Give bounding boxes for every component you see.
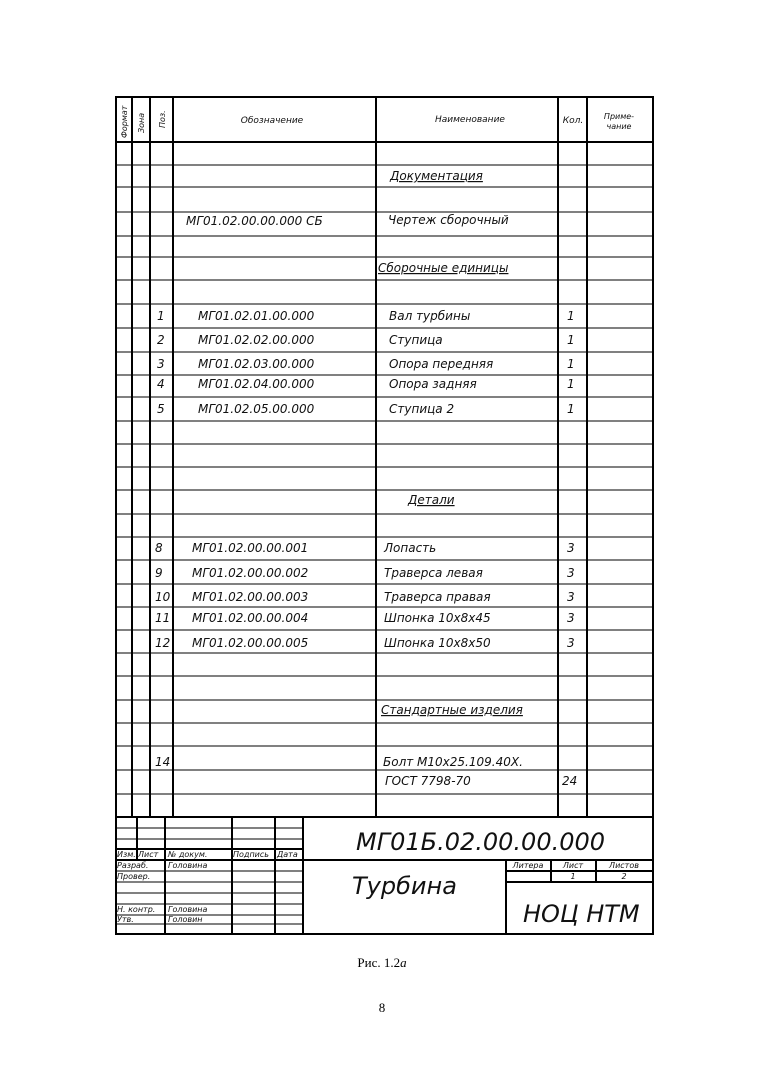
row-designation: МГ01.02.00.00.001 <box>192 541 309 555</box>
section-assemblies: Сборочные единицы <box>378 261 509 275</box>
page-number: 8 <box>378 1000 386 1015</box>
row-name: Лопасть <box>384 541 437 555</box>
col-date: Дата <box>277 850 298 859</box>
nkontr-label: Н. контр. <box>117 905 156 914</box>
doc-designation: МГ01.02.00.00.000 СБ <box>186 214 323 228</box>
row-name: Вал турбины <box>389 309 471 323</box>
nkontr-name: Головина <box>168 905 208 914</box>
row-qty: 1 <box>567 333 575 347</box>
doc-name: Чертеж сборочный <box>388 213 509 227</box>
row-name: Ступица 2 <box>389 402 455 416</box>
drawing-title: Турбина <box>352 872 457 900</box>
caption-suffix: а <box>400 955 407 970</box>
header-designation: Обозначение <box>240 116 304 126</box>
row-designation: МГ01.02.01.00.000 <box>198 309 315 323</box>
detail-rows <box>155 541 575 650</box>
standard-name-line1: Болт М10х25.109.40Х. <box>383 755 523 769</box>
assembly-rows <box>157 309 575 416</box>
sheet-label: Лист <box>562 861 584 870</box>
row-qty: 1 <box>567 377 575 391</box>
row-designation: МГ01.02.03.00.000 <box>198 357 315 371</box>
row-qty: 1 <box>567 357 575 371</box>
col-ndoc: № докум. <box>168 850 208 859</box>
row-name: Шпонка 10х8х45 <box>384 611 491 625</box>
row-name: Ступица <box>389 333 443 347</box>
row-pos: 2 <box>157 333 165 347</box>
table-body <box>155 169 577 788</box>
header-format: Формат <box>120 105 129 138</box>
title-block <box>117 828 640 928</box>
utv-name: Головин <box>168 915 203 924</box>
row-pos: 4 <box>157 377 165 391</box>
row-name: Траверса правая <box>384 590 491 604</box>
razrab-label: Разраб. <box>117 861 149 870</box>
utv-label: Утв. <box>117 915 134 924</box>
standard-pos: 14 <box>155 755 171 769</box>
row-designation: МГ01.02.00.00.004 <box>192 611 309 625</box>
sheets-label: Листов <box>609 861 639 870</box>
row-designation: МГ01.02.00.00.003 <box>192 590 309 604</box>
header-note-line1: Приме- <box>603 112 635 121</box>
row-name: Опора задняя <box>389 377 477 391</box>
row-qty: 1 <box>567 402 575 416</box>
header-zone: Зона <box>137 112 146 133</box>
doc-code: МГ01Б.02.00.00.000 <box>356 828 606 856</box>
row-qty: 3 <box>567 611 575 625</box>
section-documentation: Документация <box>390 169 483 183</box>
row-designation: МГ01.02.02.00.000 <box>198 333 315 347</box>
razrab-name: Головина <box>168 861 208 870</box>
header-pos: Поз. <box>158 110 167 128</box>
row-qty: 1 <box>567 309 575 323</box>
row-pos: 9 <box>155 566 163 580</box>
row-qty: 3 <box>567 541 575 555</box>
row-designation: МГ01.02.04.00.000 <box>198 377 315 391</box>
caption-prefix: Рис. 1.2 <box>357 955 401 970</box>
col-list: Лист <box>138 850 159 859</box>
header-name: Наименование <box>435 115 505 125</box>
prover-label: Провер. <box>117 872 151 881</box>
header-qty: Кол. <box>562 116 584 126</box>
row-qty: 3 <box>567 636 575 650</box>
section-standard: Стандартные изделия <box>381 703 523 717</box>
standard-qty: 24 <box>562 774 578 788</box>
row-name: Траверса левая <box>384 566 483 580</box>
row-qty: 3 <box>567 590 575 604</box>
litera-label: Литера <box>512 861 544 870</box>
row-designation: МГ01.02.05.00.000 <box>198 402 315 416</box>
row-pos: 10 <box>155 590 171 604</box>
standard-name-line2: ГОСТ 7798-70 <box>385 774 471 788</box>
row-pos: 3 <box>157 357 165 371</box>
row-designation: МГ01.02.00.00.002 <box>192 566 309 580</box>
sheets-value: 2 <box>621 872 627 881</box>
row-pos: 11 <box>155 611 171 625</box>
col-sign: Подпись <box>233 850 269 859</box>
row-pos: 1 <box>157 309 165 323</box>
organization: НОЦ НТМ <box>523 900 640 928</box>
row-name: Опора передняя <box>389 357 494 371</box>
figure-caption <box>0 955 764 971</box>
section-details: Детали <box>408 493 455 507</box>
row-name: Шпонка 10х8х50 <box>384 636 491 650</box>
col-izm: Изм. <box>117 850 136 859</box>
row-qty: 3 <box>567 566 575 580</box>
row-pos: 8 <box>155 541 163 555</box>
row-pos: 5 <box>157 402 165 416</box>
header-note-line2: чание <box>606 122 632 131</box>
sheet-value: 1 <box>570 872 576 881</box>
row-pos: 12 <box>155 636 171 650</box>
row-designation: МГ01.02.00.00.005 <box>192 636 309 650</box>
